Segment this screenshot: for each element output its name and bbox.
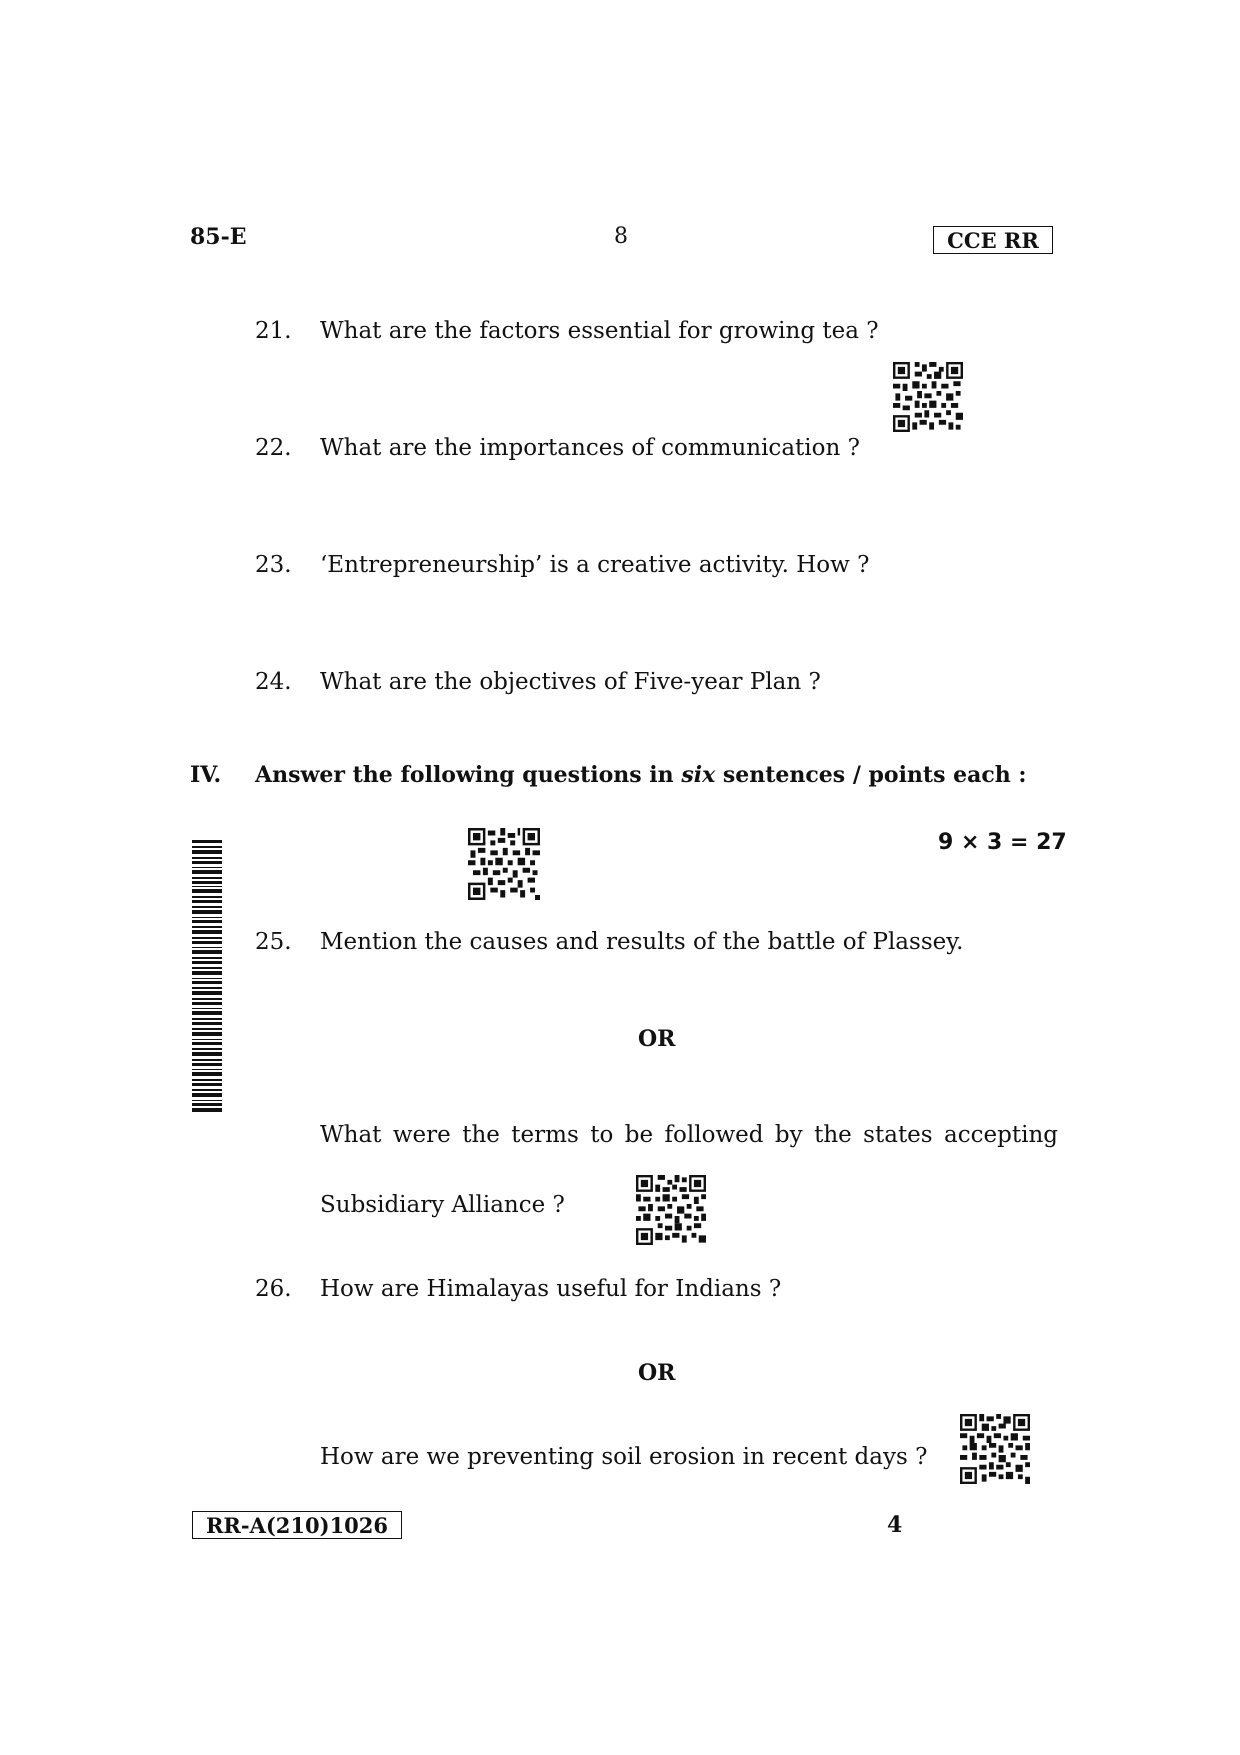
question-text-23: ‘Entrepreneurship’ is a creative activity. How ? [320, 552, 870, 578]
question-number-26: 26. [255, 1276, 292, 1302]
question-text-26: How are Himalayas useful for Indians ? [320, 1276, 782, 1302]
section-instruction [255, 762, 1027, 788]
qr-code-icon [468, 828, 540, 900]
paper-code: 85-E [190, 224, 247, 250]
question-text-24: What are the objectives of Five-year Plan ? [320, 669, 821, 695]
question-25-alternative-line2: Subsidiary Alliance ? [320, 1192, 565, 1218]
question-25-alternative-line1: What were the terms to be followed by the states accepting [320, 1122, 1058, 1148]
qr-code-icon [893, 362, 963, 432]
section-instruction-part2: sentences / points each : [715, 762, 1027, 788]
question-text-21: What are the factors essential for growing tea ? [320, 318, 879, 344]
section-number: IV. [190, 762, 222, 788]
question-text-25: Mention the causes and results of the battle of Plassey. [320, 929, 964, 955]
footer-code-box: RR-A(210)1026 [192, 1511, 402, 1539]
question-number-24: 24. [255, 669, 292, 695]
footer-number: 4 [887, 1512, 903, 1538]
question-text-22: What are the importances of communication ? [320, 435, 860, 461]
section-instruction-part1: Answer the following questions in [255, 762, 682, 788]
page-number: 8 [614, 224, 628, 249]
qr-code-icon [636, 1175, 706, 1245]
section-instruction-emphasis: six [681, 762, 716, 788]
series-box: CCE RR [933, 226, 1053, 254]
barcode-icon [192, 840, 222, 1112]
question-number-25: 25. [255, 929, 292, 955]
or-divider-26: OR [638, 1360, 676, 1386]
question-26-alternative: How are we preventing soil erosion in recent days ? [320, 1444, 928, 1470]
question-number-22: 22. [255, 435, 292, 461]
marks-allocation: 9 × 3 = 27 [938, 830, 1067, 855]
qr-code-icon [960, 1414, 1030, 1484]
question-number-21: 21. [255, 318, 292, 344]
or-divider-25: OR [638, 1026, 676, 1052]
question-number-23: 23. [255, 552, 292, 578]
